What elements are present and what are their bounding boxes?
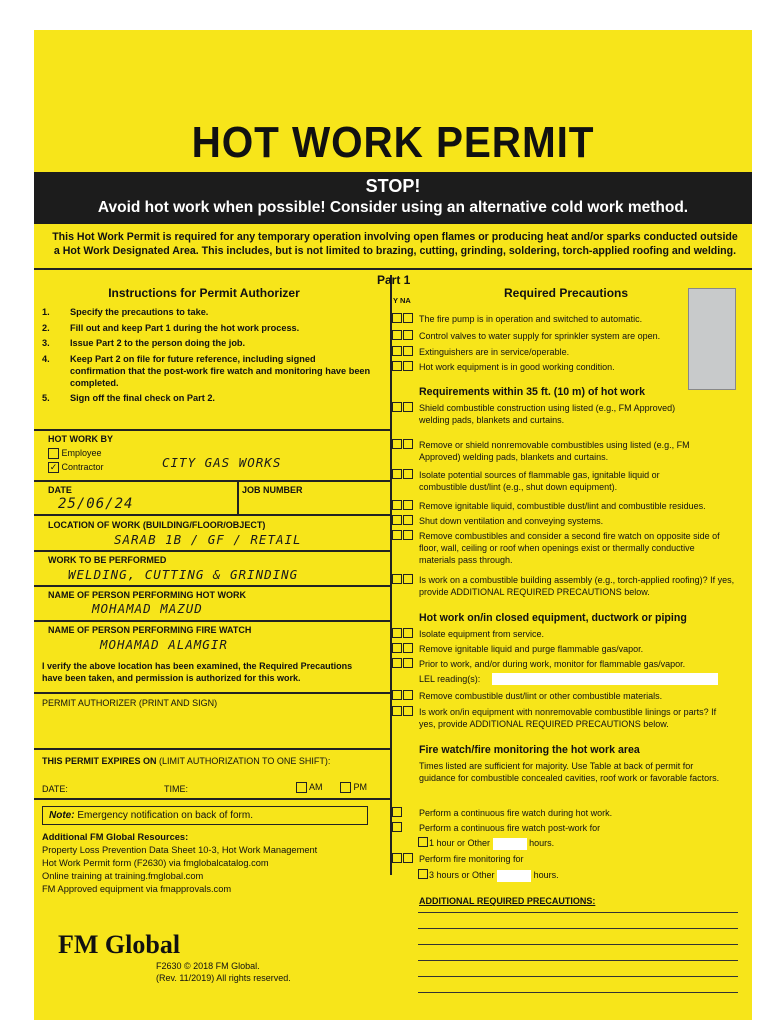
authorizer-label: PERMIT AUTHORIZER (PRINT AND SIGN) (42, 698, 218, 708)
stop-banner (34, 172, 752, 224)
hot-work-by-label: HOT WORK BY (48, 434, 113, 444)
yes-na-checkboxes (392, 313, 414, 325)
precautions-heading: Required Precautions (504, 286, 629, 300)
employee-checkbox[interactable] (48, 448, 59, 459)
list-item: FM Approved equipment via fmapprovals.com (42, 884, 232, 894)
employee-option[interactable]: Employee (48, 448, 102, 459)
instructions-heading: Instructions for Permit Authorizer (108, 286, 300, 300)
yes-na-checkboxes (392, 330, 414, 342)
yes-na-checkboxes (392, 346, 414, 358)
divider (34, 798, 390, 800)
pm-checkbox[interactable] (340, 782, 351, 793)
list-item: 2. Fill out and keep Part 1 during the hot work process. (42, 322, 300, 333)
verify-statement: I verify the above location has been examined, the Required Precautions have been taken, and permission is authorized for this work. (42, 661, 353, 683)
resources-heading: Additional FM Global Resources: (42, 832, 189, 842)
pm-option[interactable]: PM (340, 782, 367, 793)
expiry-time-label: TIME: (164, 784, 188, 794)
info-panel (688, 288, 736, 390)
firewatch-heading: Fire watch/fire monitoring the hot work area (419, 744, 640, 756)
expires-label: THIS PERMIT EXPIRES ON (LIMIT AUTHORIZATION TO ONE SHIFT): (42, 756, 331, 766)
additional-precautions-line[interactable] (418, 960, 738, 961)
job-number-label: JOB NUMBER (242, 485, 303, 495)
list-item: 5. Sign off the final check on Part 2. (42, 393, 215, 403)
contractor-value[interactable]: CITY GAS WORKS (162, 455, 282, 470)
enclosed-heading: Hot work on/in closed equipment, ductwork or piping (419, 612, 687, 624)
divider (34, 514, 390, 516)
firewatch-label: NAME OF PERSON PERFORMING FIRE WATCH (48, 625, 252, 635)
additional-precautions-line[interactable] (418, 976, 738, 977)
additional-precautions-line[interactable] (418, 944, 738, 945)
divider (34, 748, 390, 750)
additional-precautions-line[interactable] (418, 992, 738, 993)
part-label: Part 1 (377, 273, 411, 287)
resources-block (42, 831, 362, 896)
intro-text: This Hot Work Permit is required for any temporary operation involving open flames or producing heat and/or sparks conducted outside a Hot Work Designated Area. This includes, but is not limited to brazing, cutting, grinding, soldering, torch-applied roofing and welding. (52, 231, 738, 257)
other-hours-input[interactable] (493, 838, 527, 850)
date-label: DATE (48, 485, 72, 495)
firewatch-value[interactable]: MOHAMAD ALAMGIR (100, 637, 228, 652)
performer-label: NAME OF PERSON PERFORMING HOT WORK (48, 590, 246, 600)
within-35ft-heading: Requirements within 35 ft. (10 m) of hot work (419, 386, 646, 398)
additional-precautions-line[interactable] (418, 912, 738, 913)
work-label: WORK TO BE PERFORMED (48, 555, 167, 565)
avoid-warning: Avoid hot work when possible! Consider using an alternative cold work method. (97, 199, 689, 216)
stop-heading: STOP! (365, 176, 421, 196)
divider (34, 585, 390, 587)
permit-sheet: HOT WORK PERMIT STOP! Avoid hot work when possible! Consider using an alternative cold work method. This Hot Work Permit is required for any temporary operation involving open flames or producing heat and/or sparks conducted outside a Hot Work Designated Area. This includes, but is not limited to brazing, cutting, grinding, soldering, torch-applied roofing and welding. Part 1 Y NA Instructions for Permit Authorizer 1. Specify the precautions to take. 2. Fill out and keep Part 1 during the hot work process. 3. Issue Part 2 to the person doing the job. 4. Keep Part 2 on file for future reference, including signed confirmation that the post-work fire watch and monitoring have been completed. 5. Sign off the final check on Part 2. HOT WORK BY Employee ✓ Contractor CITY GAS WORKS DATE 25/06/24 JOB NUMBER LOCATION OF WORK (BUILDING/FLOOR/OBJECT) SARAB 1B / GF / RETAIL WORK TO BE PERFORMED WELDING, CUTTING & GRINDING NAME OF PERSON PERFORMING HOT WORK MOHAMAD MAZUD NAME OF PERSON PERFORMING FIRE WATCH MOHAMAD ALAMGIR I verify the above location has been examined, the Required Precautions have been taken, and permission is authorized for this work. PERMIT AUTHORIZER (PRINT AND SIGN) THIS PERMIT EXPIRES ON (LIMIT AUTHORIZATION TO ONE SHIFT): DATE: TIME: AM PM Note: Emergency notification on back of form. Additional FM Global Resources: Property Loss Prevention Data Sheet 10-3, Hot Work Management Hot Work Permit form (F2630) via fmglobalcatalog.com Online training at training.fmglobal.com FM Approved equipment via fmapprovals.com FM Global F2630 © 2018 FM Global. (Rev. 11/2019) All rights reserved. Required Precautions The fire pump is in operation and switched to automatic. Control valves to water supply for sprinkler system are open. Extinguishers are in service/operable. Hot work equipment is in good working condition. Requirements within 35 ft. (10 m) of hot work Shield combustible construction using listed (e.g., FM Approved) welding pads, blankets and curtains. Remove or shield nonremovable combustibles using listed (e.g., FM Approved) welding pads, blankets and curtains. Isolate potential sources of flammable gas, ignitable liquid or combustible dust/lint (e.g., shut down equipment). Remove ignitable liquid, combustible dust/lint and combustible residues. Shut down ventilation and conveying systems. Remove combustibles and consider a second fire watch on opposite side of floor, wall, ceiling or roof when openings exist or thermally conductive materials pass through. Is work on a combustible building assembly (e.g., torch-applied roofing)? If yes, provide ADDITIONAL REQUIRED PRECAUTIONS below. Hot work on/in closed equipment, ductwork or piping Isolate equipment from service. Remove ignitable liquid and purge flammable gas/vapor. Prior to work, and/or during work, monitor for flammable gas/vapor. LEL reading(s): Remove combustible dust/lint or other combustible materials. Is work on/in equipment with nonremovable combustible linings or parts? If yes, provide ADDITIONAL REQUIRED PRECAUTIONS below. Fire watch/fire monitoring the hot work area Times listed are sufficient for majority. Use Table at back of permit for guidance for combustible concealed cavities, roof work or favorable factors. Perform a continuous fire watch during hot work. Perform a continuous fire watch post-work for 1 hour or Other hours. Perform fire monitoring for 3 hours or Other hours. ADDITIONAL REQUIRED PRECAUTIONS: (34, 30, 752, 1020)
am-checkbox[interactable] (296, 782, 307, 793)
divider (34, 620, 390, 622)
divider (34, 429, 390, 431)
list-item: Online training at training.fmglobal.com (42, 871, 204, 881)
divider (34, 268, 752, 270)
divider (34, 550, 390, 552)
am-option[interactable]: AM (296, 782, 323, 793)
additional-precautions-heading: ADDITIONAL REQUIRED PRECAUTIONS: (419, 896, 596, 906)
list-item: Hot Work Permit form (F2630) via fmglobalcatalog.com (42, 858, 269, 868)
performer-value[interactable]: MOHAMAD MAZUD (92, 601, 203, 616)
yes-na-checkboxes (392, 361, 414, 373)
contractor-checkbox[interactable]: ✓ (49, 462, 58, 473)
divider (34, 692, 390, 694)
date-value[interactable]: 25/06/24 (58, 496, 134, 512)
list-item: Property Loss Prevention Data Sheet 10-3, Hot Work Management (42, 845, 318, 855)
expiry-date-label: DATE: (42, 784, 68, 794)
instructions-list (42, 306, 372, 408)
additional-precautions-line[interactable] (418, 928, 738, 929)
location-label: LOCATION OF WORK (BUILDING/FLOOR/OBJECT) (48, 520, 266, 530)
page-title: HOT WORK PERMIT (191, 118, 595, 167)
contractor-option[interactable]: ✓ Contractor (49, 462, 104, 473)
list-item: 3. Issue Part 2 to the person doing the job. (42, 338, 246, 348)
copyright-text: F2630 © 2018 FM Global. (Rev. 11/2019) All rights reserved. (156, 961, 291, 983)
list-item: 1. Specify the precautions to take. (42, 307, 209, 317)
work-value[interactable]: WELDING, CUTTING & GRINDING (68, 567, 299, 582)
note-box: Note: Emergency notification on back of form. (42, 806, 368, 825)
lel-input[interactable] (492, 673, 718, 685)
other-hours-input[interactable] (497, 870, 531, 882)
cell-divider (237, 480, 239, 514)
location-value[interactable]: SARAB 1B / GF / RETAIL (114, 532, 302, 547)
fm-global-logo: FM Global (58, 930, 181, 959)
divider (34, 480, 390, 482)
list-item: 4. Keep Part 2 on file for future reference, including signed confirmation that the post-work fire watch and monitoring have been completed. (42, 353, 371, 388)
yes-na-label: Y NA (393, 296, 411, 305)
